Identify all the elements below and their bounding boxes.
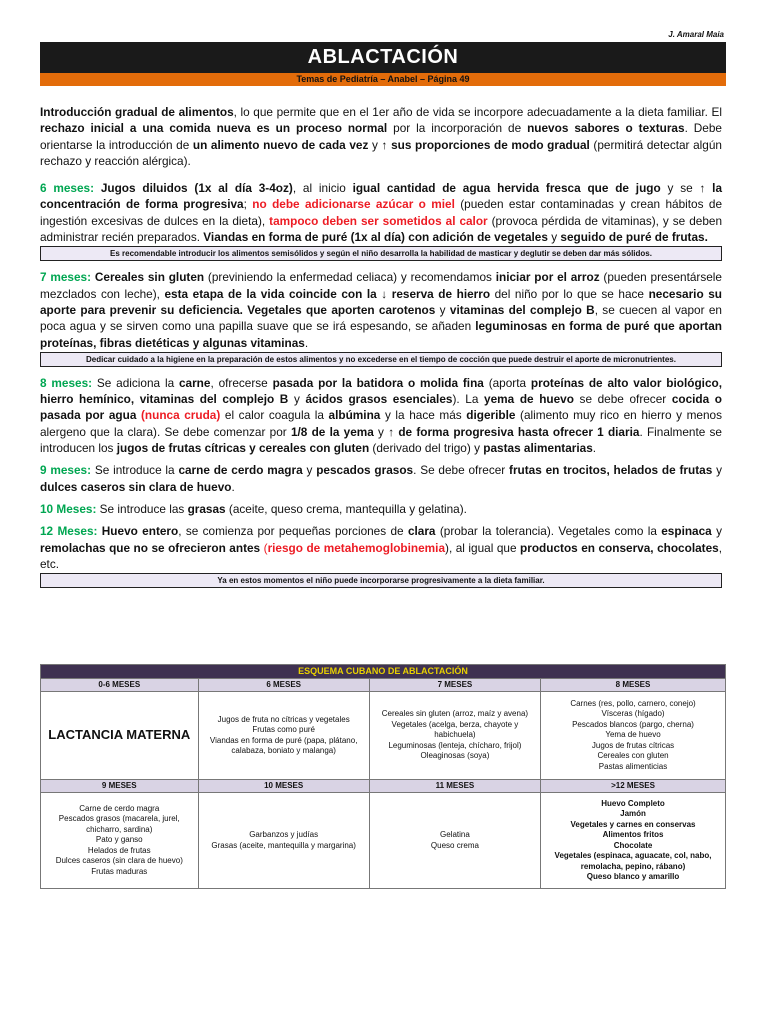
table-header-row <box>41 780 726 793</box>
table-header-row <box>41 679 726 692</box>
header-7-months: 7 MESES <box>369 679 540 692</box>
list-item: Dulces caseros (sin clara de huevo) <box>55 856 183 866</box>
list-item: Carne de cerdo magra <box>79 803 160 813</box>
list-item: Pescados grasos (macarela, jurel, chicharro, sardina) <box>58 814 180 834</box>
list-item: Queso crema <box>430 840 479 850</box>
list-item: Yema de huevo <box>605 730 661 740</box>
list-item: Queso blanco y amarillo <box>586 872 680 881</box>
list-item: Chocolate <box>613 840 653 850</box>
list-item: Vegetales y carnes en conservas <box>570 819 696 829</box>
list-item: Viandas en forma de puré (papa, plátano, calabaza, boniato y malanga) <box>209 735 358 755</box>
list-item: Pato y ganso <box>95 835 143 845</box>
list-item: Vísceras (hígado) <box>601 709 665 719</box>
list-item: Garbanzos y judías <box>249 830 319 839</box>
list-item: Leguminosas (lenteja, chícharo, frijol) <box>388 740 522 750</box>
list-item: Cereales sin gluten (arroz, maíz y avena) <box>381 709 529 719</box>
ten-months-paragraph: 10 Meses: Se introduce las grasas (aceite, queso crema, mantequilla y gelatina). <box>40 501 467 516</box>
list-item: Helados de frutas <box>87 845 151 855</box>
header-6-months: 6 MESES <box>198 679 369 692</box>
list-item: Carnes (res, pollo, carnero, conejo) <box>570 698 696 708</box>
list-item: Vegetales (acelga, berza, chayote y habichuela) <box>391 719 519 740</box>
page-subtitle: Temas de Pediatría – Anabel – Página 49 <box>40 73 726 86</box>
list-item: Cereales con gluten <box>597 751 669 761</box>
nine-months-paragraph: 9 meses: Se introduce la carne de cerdo magra y pescados grasos. Se debe ofrecer frutas en trocitos, helados de frutas y dulces caseros sin clara de huevo. <box>40 463 723 494</box>
header-8-months: 8 MESES <box>541 679 726 692</box>
header-9-months: 9 MESES <box>41 780 199 793</box>
list-item: Huevo Completo <box>601 798 665 808</box>
cell-lactancia-materna: LACTANCIA MATERNA <box>41 692 199 780</box>
table-title-row <box>41 665 726 679</box>
header-11-months: 11 MESES <box>369 780 540 793</box>
cell-7-months <box>369 692 540 780</box>
list-item: Vegetales (espinaca, aguacate, col, nabo, remolacha, pepino, rábano) <box>554 851 712 871</box>
document-body <box>40 104 722 596</box>
cell-8-months <box>541 692 726 780</box>
list-item: Frutas maduras <box>91 866 148 876</box>
author-name: J. Amaral Maia <box>668 30 724 39</box>
header-10-months: 10 MESES <box>198 780 369 793</box>
page-title: ABLACTACIÓN <box>40 42 726 73</box>
eight-months-paragraph: 8 meses: Se adiciona la carne, ofrecerse pasada por la batidora o molida fina (aporta proteínas de alto valor biológico, hierro hemínico, vitaminas del complejo B y ácidos grasos esenciales). La yema de huevo se debe ofrecer cocida o pasada por agua (nunca cruda) el calor coagula la albúmina y la hace más digerible (alimento muy rico en hierro y menos alergeno que la clara). Se debe comenzar por 1/8 de la yema y ↑ de forma progresiva hasta ofrecer 1 diaria. Finalmente se introducen los jugos de frutas cítricas y cereales con gluten (derivado del trigo) y pastas alimentarias. <box>40 375 723 456</box>
intro-paragraph: Introducción gradual de alimentos, lo que permite que en el 1er año de vida se incorpore adecuadamente a la dieta familiar. El rechazo inicial a una comida nueva es un proceso normal por la incorporación de nuevos sabores o texturas. Debe orientarse la introducción de un alimento nuevo de cada vez y ↑ sus proporciones de modo gradual (permitirá detectar algún rechazo y reacción alérgica). <box>40 105 722 168</box>
table-title: ESQUEMA CUBANO DE ABLACTACIÓN <box>41 665 726 679</box>
list-item: Oleaginosas (soya) <box>420 751 490 761</box>
six-months-paragraph: 6 meses: Jugos diluidos (1x al día 3-4oz), al inicio igual cantidad de agua hervida fresca que de jugo y se ↑ la concentración de forma progresiva; no debe adicionarse azúcar o miel (pueden estar contaminadas y crean hábitos de ingestión excesivas de dulces en la dieta), tampoco deben ser sometidos al calor (provoca pérdida de vitaminas), y se deben administrar recién preparados. Viandas en forma de puré (1x al día) con adición de vegetales y seguido de puré de frutas. <box>40 181 723 245</box>
list-item: Gelatina <box>440 830 470 839</box>
list-item: Grasas (aceite, mantequilla y margarina) <box>211 840 356 850</box>
list-item: Jugos de frutas cítricas <box>591 740 675 750</box>
cell-6-months <box>198 692 369 780</box>
seven-months-note: Dedicar cuidado a la higiene en la preparación de estos alimentos y no excederse en el tiempo de cocción que puede destruir el aporte de micronutrientes. <box>40 352 722 367</box>
six-months-note: Es recomendable introducir los alimentos semisólidos y según el niño desarrolla la habilidad de masticar y deglutir se deben dar más sólidos. <box>40 246 722 261</box>
list-item: Pescados blancos (pargo, cherna) <box>572 719 694 729</box>
header-12-months: >12 MESES <box>541 780 726 793</box>
cell-9-months <box>41 793 199 889</box>
twelve-months-note: Ya en estos momentos el niño puede incorporarse progresivamente a la dieta familiar. <box>40 573 722 588</box>
cell-12-months <box>541 793 726 889</box>
list-item: Alimentos fritos <box>602 830 664 839</box>
list-item: Frutas como puré <box>252 725 316 734</box>
header-0-6-months: 0-6 MESES <box>41 679 199 692</box>
seven-months-paragraph: 7 meses: Cereales sin gluten (previniendo la enfermedad celiaca) y recomendamos iniciar por el arroz (pueden presentársele mezclados con leche), esta etapa de la vida coincide con la ↓ reserva de hierro del niño por lo que se hace necesario su aporte para prevenir su deficiencia. Vegetales que aporten carotenos y vitaminas del complejo B, se cuecen al vapor en poca agua y se sirven como una papilla suave que se irá espesando, se añaden leguminosas en forma de puré que aportan proteínas, fibras dietéticas y algunas vitaminas. <box>40 270 722 350</box>
table-row <box>41 692 726 780</box>
list-item: Pastas alimenticias <box>598 761 668 771</box>
list-item: Jamón <box>620 809 646 818</box>
table-row <box>41 793 726 889</box>
cell-11-months <box>369 793 540 889</box>
cell-10-months <box>198 793 369 889</box>
twelve-months-paragraph: 12 Meses: Huevo entero, se comienza por pequeñas porciones de clara (probar la tolerancia). Vegetales como la espinaca y remolachas que no se ofrecieron antes (riesgo de metahemoglobinemia), al igual que productos en conserva, chocolates, etc. <box>40 524 722 571</box>
ablactation-schedule-table <box>40 664 726 889</box>
list-item: Jugos de fruta no cítricas y vegetales <box>217 714 350 724</box>
